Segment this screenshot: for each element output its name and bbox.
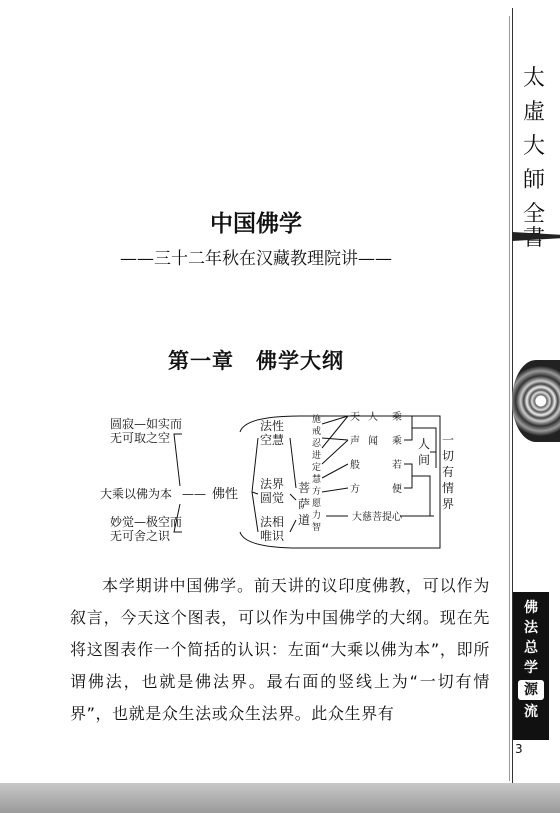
wisdom-char: 施 bbox=[312, 415, 322, 425]
bottom-scan-bar bbox=[0, 783, 560, 813]
side-title-char: 師 bbox=[522, 168, 545, 193]
wisdom-char: 定 bbox=[312, 463, 322, 473]
vehicle-char: 方 bbox=[350, 484, 360, 495]
page-subtitle: ——三十二年秋在汉藏教理院讲—— bbox=[120, 249, 392, 269]
body-text bbox=[70, 570, 490, 730]
vehicle-char: 乘 bbox=[392, 436, 402, 447]
series-tab-char: 法 bbox=[524, 620, 538, 636]
fx-1a: 法性 bbox=[260, 419, 285, 433]
wisdom-char: 慧 bbox=[312, 475, 322, 485]
series-tab-char: 源 bbox=[524, 682, 538, 698]
dash-connector: —— bbox=[182, 487, 206, 501]
left-bot-line1: 妙觉—极空而 bbox=[110, 515, 183, 529]
body-paragraph: 本学期讲中国佛学。前天讲的议印度佛教，可以作为叙言，今天这个图表，可以作为中国佛学的大纲。现在先将这图表作一个简括的认识：左面“大乘以佛为本”，即所谓佛法，也就是佛法界。最右面的竖线上为“一切有情界”，也就是众生法或众生法界。此众生界有 bbox=[70, 576, 490, 723]
left-top-line1: 圆寂—如实而 bbox=[110, 417, 183, 431]
side-title-char: 大 bbox=[522, 134, 545, 159]
vehicle-char: 般 bbox=[350, 460, 360, 471]
series-tab-char: 佛 bbox=[524, 600, 538, 616]
wisdom-char: 智 bbox=[312, 523, 322, 533]
left-mid-text: 大乘以佛为本 bbox=[100, 487, 173, 501]
fx-1b: 空慧 bbox=[260, 433, 285, 447]
pusadao-3: 道 bbox=[298, 513, 311, 527]
side-title-char: 全 bbox=[522, 202, 545, 227]
sentient-char: 界 bbox=[442, 497, 455, 511]
vehicle-char: 声 bbox=[350, 436, 360, 447]
series-tab-char: 学 bbox=[524, 660, 538, 676]
margin-rule-inner bbox=[509, 16, 510, 781]
vehicle-char: 天 bbox=[350, 412, 360, 423]
fx-2b: 圆觉 bbox=[260, 491, 285, 505]
sentient-char: 一 bbox=[442, 433, 455, 447]
wisdom-char: 愿 bbox=[312, 499, 322, 509]
left-bot-line2: 无可舍之识 bbox=[110, 529, 171, 543]
wisdom-char: 方 bbox=[312, 487, 322, 497]
vehicle-char: 若 bbox=[392, 460, 402, 471]
chapter-heading: 第一章 佛学大纲 bbox=[168, 349, 344, 373]
vehicle-char: 闻 bbox=[368, 436, 378, 447]
series-tab-char: 流 bbox=[524, 704, 538, 720]
sentient-char: 有 bbox=[442, 465, 455, 479]
center-buddha-nature: 佛性 bbox=[212, 487, 239, 502]
fx-3a: 法相 bbox=[260, 515, 285, 529]
margin-bar bbox=[512, 232, 560, 241]
fx-2a: 法界 bbox=[260, 477, 285, 491]
fx-3b: 唯识 bbox=[260, 529, 285, 543]
sentient-char: 切 bbox=[442, 449, 455, 463]
compassion-text: 大慈菩提心 bbox=[352, 512, 402, 523]
pusadao-1: 菩 bbox=[298, 481, 311, 495]
page-number: 3 bbox=[515, 742, 523, 756]
wisdom-char: 进 bbox=[312, 451, 322, 461]
vehicle-char: 人 bbox=[368, 412, 378, 423]
wisdom-char: 忍 bbox=[312, 439, 322, 449]
pusadao-2: 萨 bbox=[298, 497, 311, 511]
series-tab-char: 总 bbox=[524, 640, 538, 656]
wisdom-char: 力 bbox=[312, 511, 322, 521]
vehicle-char: 便 bbox=[392, 484, 402, 495]
outline-diagram bbox=[100, 408, 460, 558]
sentient-char: 情 bbox=[442, 481, 455, 495]
renjian-2: 间 bbox=[418, 453, 431, 467]
page-title: 中国佛学 bbox=[210, 211, 302, 237]
left-top-line2: 无可取之空 bbox=[110, 431, 171, 445]
vehicle-char: 乘 bbox=[392, 412, 402, 423]
side-title-char: 虛 bbox=[522, 100, 545, 125]
renjian-1: 人 bbox=[418, 437, 431, 451]
wisdom-char: 戒 bbox=[312, 427, 322, 437]
side-title-char: 太 bbox=[522, 66, 545, 91]
ornament-image bbox=[512, 360, 560, 442]
